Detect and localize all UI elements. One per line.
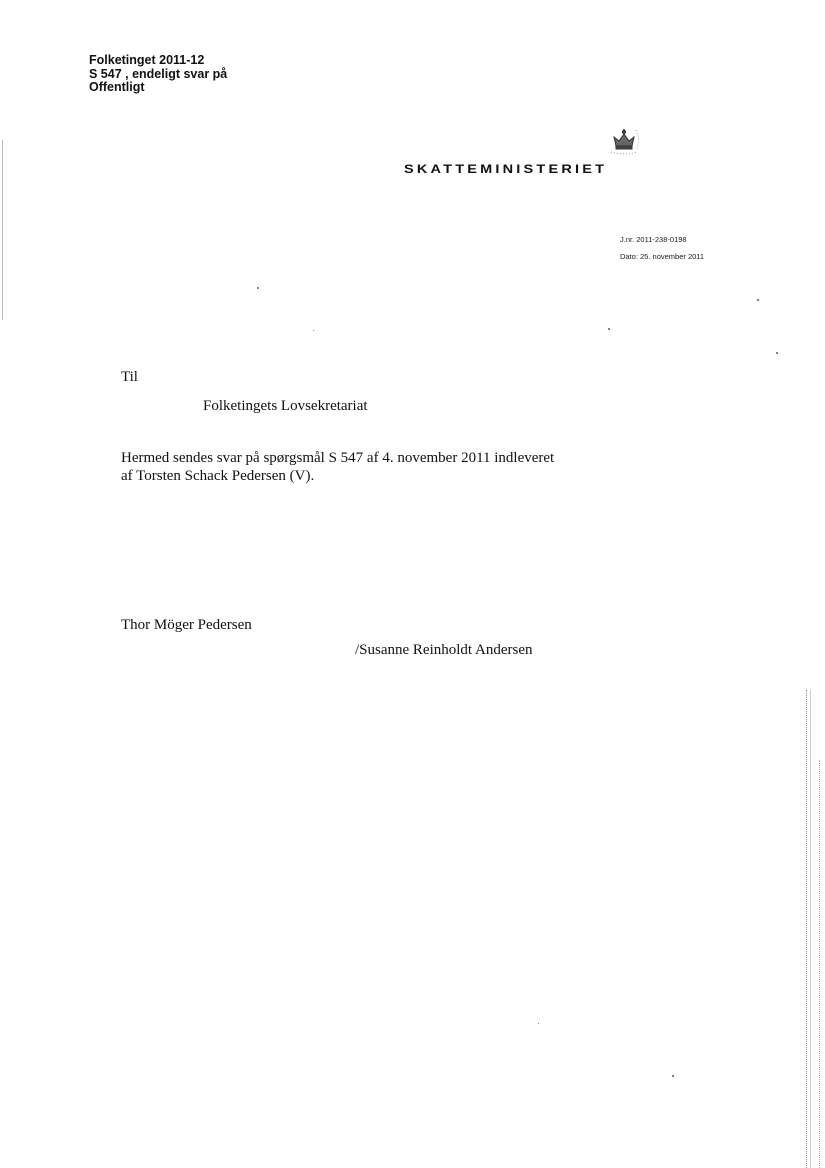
recipient: Folketingets Lovsekretariat [203,398,368,414]
letter-body [121,449,554,485]
scan-speck [672,1075,674,1077]
header-visibility: Offentligt [89,80,145,94]
letter-date: Dato: 25. november 2011 [620,252,705,261]
document-header [89,54,227,95]
header-session: Folketinget 2011-12 [89,53,205,67]
to-label: Til [121,369,138,385]
journal-number: J.nr. 2011-238-0198 [620,235,687,244]
scan-speck [313,330,314,331]
scan-speck [776,352,778,354]
royal-crown-icon [606,126,642,158]
scan-artifact-right-edge [806,690,811,1168]
scan-speck [538,1023,539,1024]
scan-speck [757,299,759,301]
letter-body-line: Hermed sendes svar på spørgsmål S 547 af 4. november 2011 indleveret [121,450,555,466]
reference-block [620,231,704,265]
ministry-name: SKATTEMINISTERIET [404,163,608,177]
scan-speck [257,287,259,289]
co-signer-name: /Susanne Reinholdt Andersen [355,642,533,658]
header-question-ref: S 547 , endeligt svar på [89,66,228,81]
scan-artifact-right-edge-outer [819,760,821,1168]
letter-body-line: af Torsten Schack Pedersen (V). [121,468,315,484]
scan-speck [608,328,610,330]
scan-artifact-left-edge [2,140,3,320]
signer-name: Thor Möger Pedersen [121,617,252,633]
